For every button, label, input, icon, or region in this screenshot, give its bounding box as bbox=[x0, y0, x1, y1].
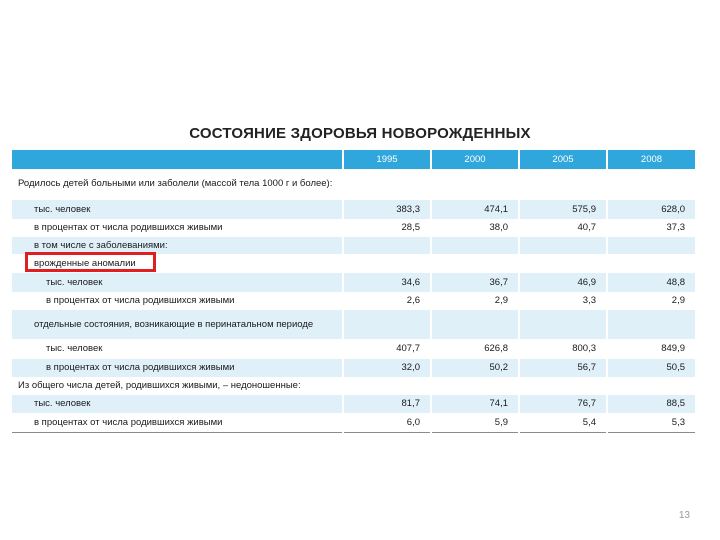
row-value: 626,8 bbox=[431, 339, 519, 358]
row-label: в процентах от числа родившихся живыми bbox=[12, 358, 343, 377]
row-value bbox=[607, 254, 695, 272]
health-table bbox=[12, 150, 695, 433]
row-value: 37,3 bbox=[607, 219, 695, 236]
row-value bbox=[343, 309, 431, 339]
row-value: 407,7 bbox=[343, 339, 431, 358]
row-value bbox=[343, 169, 431, 199]
row-label: тыс. человек bbox=[12, 339, 343, 358]
row-value: 50,5 bbox=[607, 358, 695, 377]
table-row bbox=[12, 169, 695, 199]
table-row bbox=[12, 358, 695, 377]
highlight-box bbox=[25, 252, 156, 272]
row-value: 3,3 bbox=[519, 292, 607, 309]
row-label: врожденные аномалии bbox=[12, 254, 343, 272]
row-value bbox=[343, 377, 431, 394]
table-header-label bbox=[12, 150, 343, 169]
row-value bbox=[607, 309, 695, 339]
row-value: 38,0 bbox=[431, 219, 519, 236]
row-value: 849,9 bbox=[607, 339, 695, 358]
year-header: 1995 bbox=[343, 150, 431, 169]
row-value: 474,1 bbox=[431, 199, 519, 219]
row-value bbox=[519, 309, 607, 339]
row-value: 2,9 bbox=[607, 292, 695, 309]
row-value bbox=[519, 169, 607, 199]
table-row bbox=[12, 272, 695, 292]
row-value: 32,0 bbox=[343, 358, 431, 377]
row-label: тыс. человек bbox=[12, 394, 343, 413]
row-label: в процентах от числа родившихся живыми bbox=[12, 413, 343, 432]
row-label: в процентах от числа родившихся живыми bbox=[12, 292, 343, 309]
row-value: 88,5 bbox=[607, 394, 695, 413]
row-value bbox=[343, 236, 431, 254]
row-value: 36,7 bbox=[431, 272, 519, 292]
row-label: Из общего числа детей, родившихся живыми, – недоношенные: bbox=[12, 377, 343, 394]
table-header-row bbox=[12, 150, 695, 169]
table-row bbox=[12, 339, 695, 358]
row-value bbox=[607, 236, 695, 254]
row-value bbox=[607, 169, 695, 199]
row-value bbox=[431, 377, 519, 394]
row-value: 2,6 bbox=[343, 292, 431, 309]
row-label: в процентах от числа родившихся живыми bbox=[12, 219, 343, 236]
row-value: 2,9 bbox=[431, 292, 519, 309]
row-value: 28,5 bbox=[343, 219, 431, 236]
row-value: 5,3 bbox=[607, 413, 695, 432]
row-value bbox=[431, 236, 519, 254]
table-row bbox=[12, 377, 695, 394]
row-value: 74,1 bbox=[431, 394, 519, 413]
row-value bbox=[519, 377, 607, 394]
row-value bbox=[343, 254, 431, 272]
row-value: 628,0 bbox=[607, 199, 695, 219]
row-value: 383,3 bbox=[343, 199, 431, 219]
table-row bbox=[12, 309, 695, 339]
row-value: 6,0 bbox=[343, 413, 431, 432]
table-row bbox=[12, 394, 695, 413]
row-label: Родилось детей больными или заболели (массой тела 1000 г и более): bbox=[12, 169, 343, 199]
row-value bbox=[519, 254, 607, 272]
row-value bbox=[431, 254, 519, 272]
row-value: 5,4 bbox=[519, 413, 607, 432]
row-value: 5,9 bbox=[431, 413, 519, 432]
row-value bbox=[431, 169, 519, 199]
row-value: 50,2 bbox=[431, 358, 519, 377]
year-header: 2008 bbox=[607, 150, 695, 169]
slide-title: СОСТОЯНИЕ ЗДОРОВЬЯ НОВОРОЖДЕННЫХ bbox=[189, 125, 531, 142]
year-header: 2000 bbox=[431, 150, 519, 169]
table-row bbox=[12, 199, 695, 219]
row-value: 76,7 bbox=[519, 394, 607, 413]
year-header: 2005 bbox=[519, 150, 607, 169]
table-row bbox=[12, 413, 695, 432]
row-value: 46,9 bbox=[519, 272, 607, 292]
row-value: 48,8 bbox=[607, 272, 695, 292]
table-row bbox=[12, 292, 695, 309]
row-value: 575,9 bbox=[519, 199, 607, 219]
row-value bbox=[431, 309, 519, 339]
row-value: 40,7 bbox=[519, 219, 607, 236]
page-number: 13 bbox=[678, 510, 690, 521]
row-label: тыс. человек bbox=[12, 199, 343, 219]
row-value: 34,6 bbox=[343, 272, 431, 292]
row-value: 56,7 bbox=[519, 358, 607, 377]
row-value bbox=[519, 236, 607, 254]
row-value bbox=[607, 377, 695, 394]
row-value: 81,7 bbox=[343, 394, 431, 413]
row-label: тыс. человек bbox=[12, 272, 343, 292]
row-value: 800,3 bbox=[519, 339, 607, 358]
row-label: в том числе с заболеваниями: bbox=[12, 236, 343, 254]
row-label: отдельные состояния, возникающие в перинатальном периоде bbox=[12, 309, 343, 339]
table-row bbox=[12, 219, 695, 236]
